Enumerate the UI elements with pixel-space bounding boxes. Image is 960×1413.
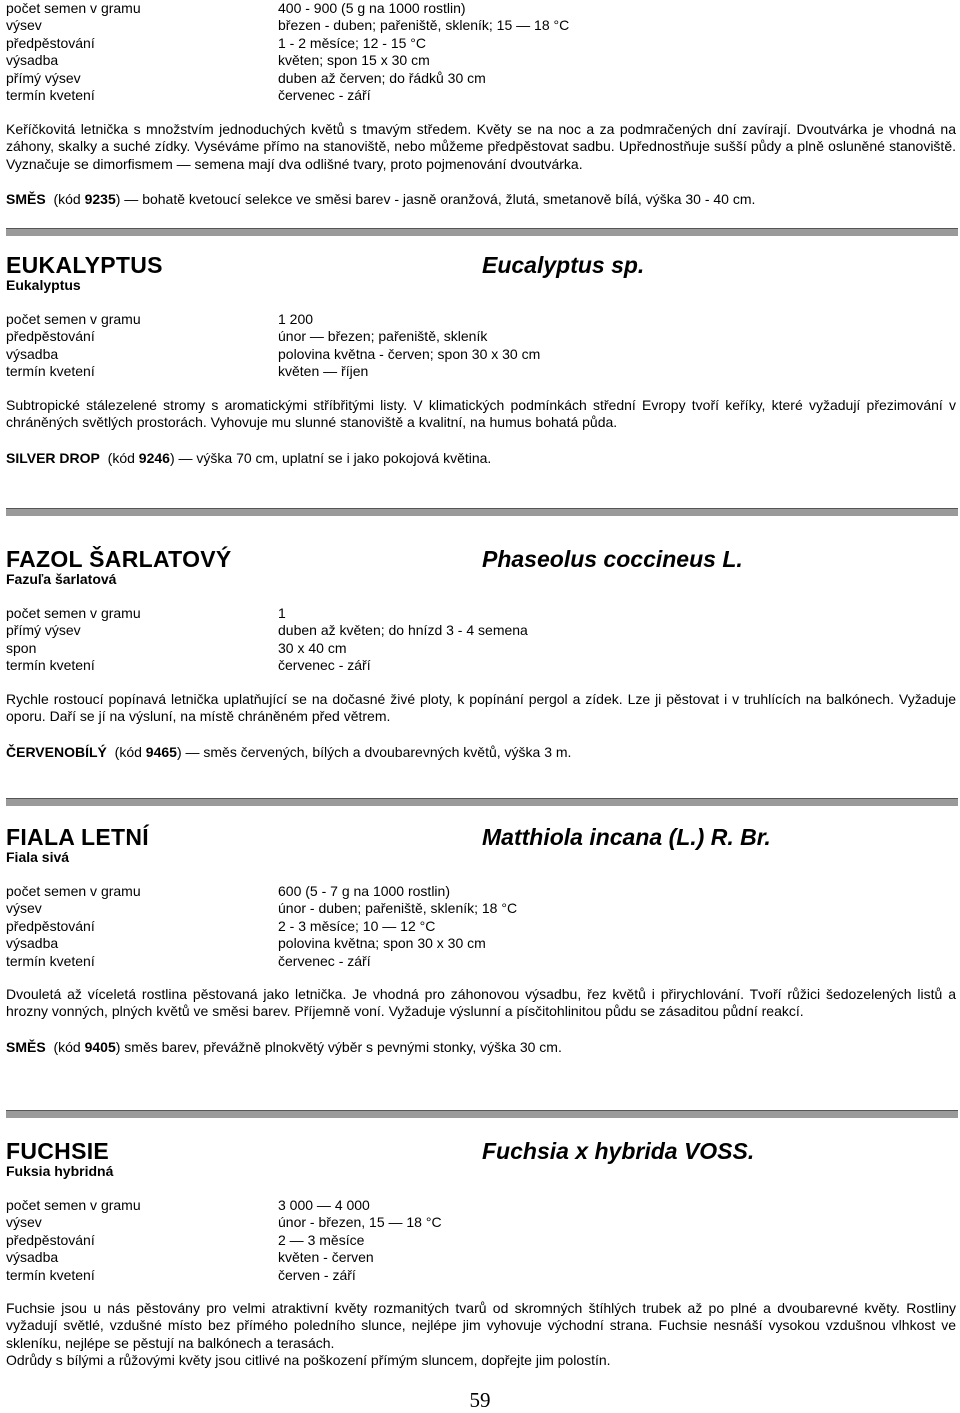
info-row: počet semen v gramu 3 000 — 4 000 xyxy=(6,1197,370,1213)
info-row: výsadba polovina května; spon 30 x 30 cm xyxy=(6,935,486,952)
page-number: 59 xyxy=(469,1388,491,1412)
section-fuchsie xyxy=(6,1138,956,1370)
info-row: termín kvetení červenec - září xyxy=(6,952,371,969)
info-row: počet semen v gramu 1 xyxy=(6,605,286,621)
info-table xyxy=(6,605,956,675)
info-row: výsev únor - březen, 15 — 18 °C xyxy=(6,1214,442,1231)
info-row: předpěstování 1 - 2 měsíce; 12 - 15 °C xyxy=(6,34,426,51)
info-row: předpěstování 2 - 3 měsíce; 10 — 12 °C xyxy=(6,917,436,934)
section-divider xyxy=(6,228,958,236)
info-table xyxy=(6,311,956,381)
info-row: počet semen v gramu 400 - 900 (5 g na 1000 rostlin) xyxy=(6,0,466,16)
section-fiala xyxy=(6,824,956,1056)
info-row: předpěstování 2 — 3 měsíce xyxy=(6,1231,365,1248)
section-eukalyptus xyxy=(6,252,956,468)
info-row: předpěstování únor — březen; pařeniště, skleník xyxy=(6,328,488,345)
section-description: Fuchsie jsou u nás pěstovány pro velmi atraktivní květy rozmanitých tvarů od skromných štíhlých trubek až po plné a dvoubarevné květy. Rostliny vyžadují světlé, vzdušné místo bez přímého poledního slunce, nejlépe jim vyhovuje východní strana. Fuchsie nesnáší vysokou vzdušnou vlhkost ve skleníku, nejlépe se pěstují na balkónech a terasách. xyxy=(6,1299,956,1351)
info-row: spon 30 x 40 cm xyxy=(6,639,347,656)
section-title: FIALA LETNÍ xyxy=(6,824,149,850)
info-row: termín kvetení červen - září xyxy=(6,1266,356,1283)
latin-name: Matthiola incana (L.) R. Br. xyxy=(482,824,771,850)
mix-code: 9235 xyxy=(84,191,116,207)
section-divider xyxy=(6,1110,958,1118)
section-description: Dvouletá až víceletá rostlina pěstovaná jako letnička. Je vhodná pro záhonovou výsadbu, řez květů i přirychlování. Tvoří růžici šedozelených listů a hrozny vonných, plných květů ve směsi barev. Příjemně voní. Vyžaduje výslunní a písčitohlinitou půdu se zásaditou půdní reakcí. xyxy=(6,985,956,1020)
info-row: výsev únor - duben; pařeniště, skleník; 18 °C xyxy=(6,900,518,917)
info-row: výsadba polovina května - červen; spon 30 x 30 cm xyxy=(6,345,541,362)
info-table xyxy=(6,883,956,970)
section-title: FUCHSIE xyxy=(6,1138,110,1164)
latin-name: Phaseolus coccineus L. xyxy=(482,546,743,572)
info-row: přímý výsev duben až červen; do řádků 30 cm xyxy=(6,69,486,86)
variety-line: ČERVENOBÍLÝ (kód 9465) — směs červených, bílých a dvoubarevných květů, výška 3 m. xyxy=(6,744,572,761)
section-divider xyxy=(6,798,958,806)
info-row: výsadba květen - červen xyxy=(6,1249,374,1266)
section-divider xyxy=(6,508,958,516)
section-description: Rychle rostoucí popínavá letnička uplatňující se na dočasné živé ploty, k popínání pergol a zídek. Lze ji pěstovat i v truhlících na balkónech. Vyžaduje oporu. Daří se jí na výsluní, na místě chráněném před větrem. xyxy=(6,690,956,724)
section-subtitle: Fazuľa šarlatová xyxy=(6,571,117,587)
info-row: termín kvetení květen — říjen xyxy=(6,363,369,380)
info-row: výsev březen - duben; pařeniště, skleník; 15 — 18 °C xyxy=(6,17,570,34)
section-description: Subtropické stálezelené stromy s aromatickými stříbřitými listy. V klimatických podmínkách střední Evropy tvoří keříky, které vyžadují přezimování v chráněných světlých prostorách. Vyhovuje mu slunné stanoviště a kvalitní, na humus bohatá půda. xyxy=(6,396,956,430)
info-table xyxy=(6,1197,956,1284)
section-subtitle: Fiala sivá xyxy=(6,849,70,865)
variety-line: SMĚS (kód 9405) směs barev, převážně plnokvětý výběr s pevnými stonky, výška 30 cm. xyxy=(6,1038,562,1055)
info-row: výsadba květen; spon 15 x 30 cm xyxy=(6,52,430,69)
section-subtitle: Fuksia hybridná xyxy=(6,1163,114,1179)
top-mix-line: SMĚS (kód 9235) — bohatě kvetoucí selekce ve směsi barev - jasně oranžová, žlutá, smetanově bílá, výška 30 - 40 cm. xyxy=(6,191,756,207)
mix-name: SMĚS xyxy=(6,191,46,207)
section-fazol xyxy=(6,546,956,762)
top-description: Keříčkovitá letnička s množstvím jednoduchých květů s tmavým středem. Květy se na noc a za podmračených dní zavírají. Dvoutvárka je vhodná na záhony, skalky a suché zídky. Vyséváme přímo na stanoviště, nebo můžeme předpěstovat sadbu. Upřednostňuje sušší půdy a plně osluněné stanoviště. Vyznačuje se dimorfismem — semena mají dva odlišné tvary, proto pojmenování dvoutvárka. xyxy=(6,121,956,172)
info-row: počet semen v gramu 600 (5 - 7 g na 1000 rostlin) xyxy=(6,883,450,899)
variety-line: SILVER DROP (kód 9246) — výška 70 cm, uplatní se i jako pokojová květina. xyxy=(6,450,492,467)
section-title: FAZOL ŠARLATOVÝ xyxy=(6,546,232,572)
info-row: termín kvetení červenec - září xyxy=(6,86,371,103)
section-description-extra: Odrůdy s bílými a růžovými květy jsou citlivé na poškození přímým sluncem, dopřejte jim polostín. xyxy=(6,1352,611,1369)
section-title: EUKALYPTUS xyxy=(6,252,163,278)
info-row: počet semen v gramu 1 200 xyxy=(6,311,314,327)
section-subtitle: Eukalyptus xyxy=(6,277,81,293)
latin-name: Eucalyptus sp. xyxy=(482,252,645,278)
latin-name: Fuchsia x hybrida VOSS. xyxy=(482,1138,755,1164)
info-row: přímý výsev duben až květen; do hnízd 3 - 4 semena xyxy=(6,622,528,639)
info-row: termín kvetení červenec - září xyxy=(6,657,371,674)
top-info-table xyxy=(6,0,956,104)
